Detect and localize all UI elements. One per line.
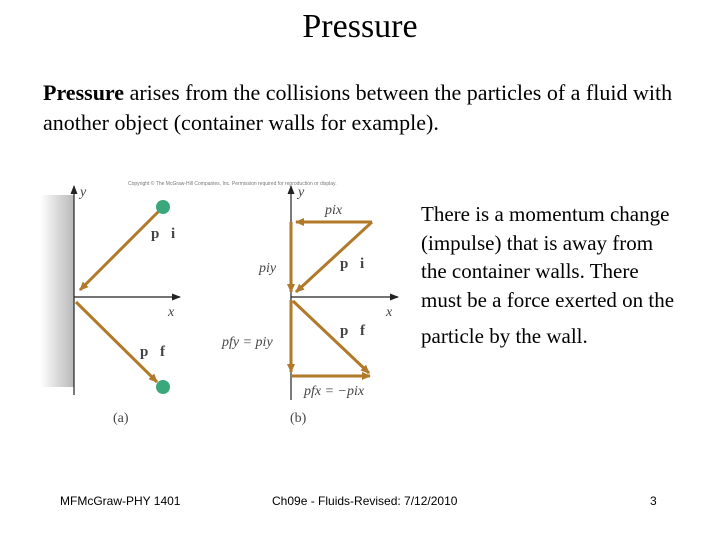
y-label-b: y [298,185,305,200]
pi-arrow-a [80,208,162,290]
copyright-note: Copyright © The McGraw-Hill Companies, Inc. Permission required for reproduction or display. [128,181,337,187]
y-label-a: y [80,185,87,200]
pf-label-b: p⃗f [340,323,366,339]
x-label-a: x [168,305,175,320]
pfx-eq-label: pfx = −pix [304,384,365,399]
pix-label: pix [325,203,343,218]
footer-page-number: 3 [650,494,657,508]
piy-label: piy [259,261,277,276]
ball-final [156,380,170,394]
footer-author: MFMcGraw-PHY 1401 [60,494,181,508]
ball-initial [156,200,170,214]
slide-title: Pressure [302,8,418,45]
intro-bold-word: Pressure [43,80,125,105]
explanation-last-line: particle by the wall. [421,324,588,348]
intro-text: arises from the collisions between the particles of a fluid with another object (container walls for example). [43,80,673,135]
footer-chapter: Ch09e - Fluids-Revised: 7/12/2010 [272,494,458,508]
x-label-b: x [386,305,393,320]
caption-a: (a) [113,411,129,426]
explanation-text [421,200,681,351]
container-wall [40,195,74,387]
pi-label-b: p⃗i [340,256,365,272]
pf-arrow-a [76,302,157,382]
pfy-eq-label: pfy = piy [222,335,273,350]
pf-label-a: p⃗f [140,344,166,360]
caption-b: (b) [290,411,307,426]
explanation-paragraph: There is a momentum change (impulse) that is away from the container walls. There must be a force exerted on the [421,202,675,312]
pi-label-a: p⃗i [151,226,176,242]
